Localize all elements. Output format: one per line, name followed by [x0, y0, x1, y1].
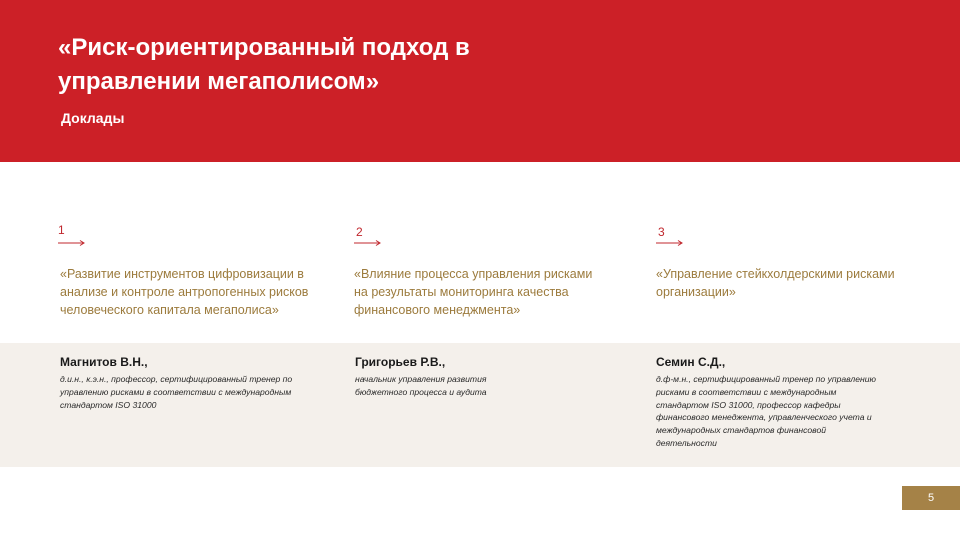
author-name: Григорьев Р.В., [355, 355, 446, 369]
report-title: «Влияние процесса управления рисками на результаты мониторинга качества финансового менеджмента» [354, 267, 593, 317]
slide-title: «Риск-ориентированный подход в управлении мегаполисом» [58, 34, 470, 95]
header-banner [0, 0, 960, 162]
author-name: Магнитов В.Н., [60, 355, 148, 369]
report-number: 3 [658, 225, 665, 239]
page-number-badge: 5 [902, 486, 960, 510]
author-name: Семин С.Д., [656, 355, 726, 369]
slide-subtitle: Доклады [61, 110, 125, 126]
report-number: 1 [58, 223, 65, 237]
arrow-right-icon [354, 239, 382, 247]
report-title: «Развитие инструментов цифровизации в анализе и контроле антропогенных рисков человеческого капитала мегаполиса» [60, 267, 309, 317]
report-number: 2 [356, 225, 363, 239]
author-role: д.и.н., к.э.н., профессор, сертифицированный тренер по управлению рисками в соответствии с международным стандартом ISO 31000 [60, 374, 293, 410]
arrow-right-icon [58, 239, 86, 247]
author-role: начальник управления развития бюджетного процесса и аудита [355, 374, 487, 397]
author-role: д.ф-м.н., сертифицированный тренер по управлению рисками в соответствии с международным стандартом ISO 31000, профессор кафедры финансового менеджента, управленческого учета и международных стандартов финансовой деятельности [656, 374, 876, 448]
arrow-right-icon [656, 239, 684, 247]
report-title: «Управление стейкхолдерскими рисками организации» [656, 267, 895, 299]
